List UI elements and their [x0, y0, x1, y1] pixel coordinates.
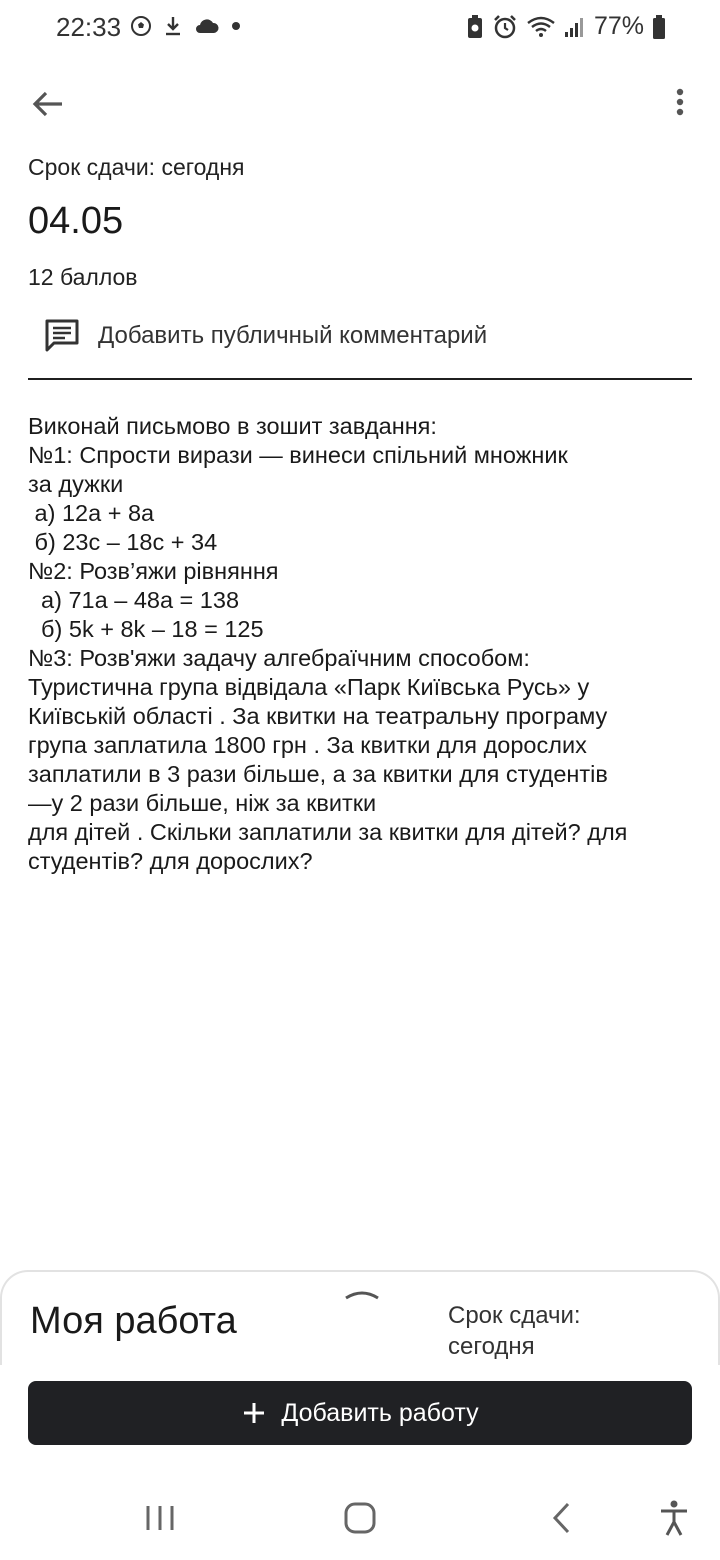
add-work-label: Добавить работу — [281, 1398, 479, 1427]
system-icons — [466, 12, 666, 41]
comment-icon — [44, 318, 80, 354]
instruction-line: б) 23с – 18с + 34 — [28, 529, 218, 555]
recent-apps-icon — [144, 1498, 176, 1538]
instruction-line: №1: Спрости вирази — винеси спільний множник — [28, 442, 568, 468]
notification-icons — [130, 14, 242, 38]
add-work-button[interactable] — [28, 1381, 692, 1445]
home-icon — [342, 1498, 378, 1538]
instruction-line: Туристична група відвідала «Парк Київська Русь» у — [28, 674, 590, 700]
chevron-up-icon — [342, 1284, 382, 1304]
download-icon — [162, 14, 184, 38]
my-work-due-line: Срок сдачи: — [448, 1302, 581, 1329]
home-button[interactable] — [342, 1498, 378, 1543]
my-work-title: Моя работа — [30, 1300, 237, 1342]
accessibility-icon — [656, 1498, 692, 1538]
instruction-line: Виконай письмово в зошит завдання: — [28, 413, 437, 439]
battery-saver-icon — [466, 14, 484, 40]
battery-icon — [652, 14, 666, 40]
accessibility-button[interactable] — [656, 1498, 692, 1543]
instruction-line: №3: Розв'яжи задачу алгебраїчним способом: — [28, 645, 530, 671]
system-nav-bar — [0, 1480, 720, 1560]
back-button[interactable] — [28, 84, 68, 124]
divider — [28, 378, 692, 380]
instruction-line: а) 12а + 8а — [28, 500, 155, 526]
instruction-line: б) 5k + 8k – 18 = 125 — [28, 616, 264, 642]
instruction-line: студентів? для дорослих? — [28, 848, 313, 874]
plus-icon — [241, 1400, 267, 1426]
points-label: 12 баллов — [28, 264, 138, 290]
more-vert-icon — [662, 84, 698, 124]
signal-icon — [564, 16, 586, 38]
instruction-line: для дітей . Скільки заплатили за квитки для дітей? для — [28, 819, 628, 845]
alarm-icon — [492, 14, 518, 40]
expand-sheet-handle[interactable] — [342, 1284, 382, 1304]
instruction-line: №2: Розв’яжи рівняння — [28, 558, 279, 584]
instruction-line: Київській області . За квитки на театральну програму — [28, 703, 608, 729]
assignment-instructions — [28, 412, 700, 876]
more-options-button[interactable] — [662, 84, 698, 124]
battery-percent: 77% — [593, 12, 644, 40]
assignment-title: 04.05 — [28, 200, 124, 242]
instruction-line: за дужки — [28, 471, 124, 497]
instruction-line: а) 71а – 48а = 138 — [28, 587, 240, 613]
add-comment-label: Добавить публичный комментарий — [98, 322, 488, 349]
instruction-line: заплатили в 3 рази більше, а за квитки для студентів — [28, 761, 608, 787]
due-date-label: Срок сдачи: сегодня — [28, 154, 245, 180]
cloud-icon — [194, 16, 220, 36]
my-work-sheet[interactable] — [0, 1270, 720, 1365]
my-work-due-line: сегодня — [448, 1333, 535, 1360]
instruction-line: група заплатила 1800 грн . За квитки для дорослих — [28, 732, 587, 758]
my-work-due — [448, 1300, 628, 1362]
arrow-back-icon — [28, 84, 68, 124]
add-comment-button[interactable] — [44, 318, 487, 354]
nav-back-icon — [548, 1498, 576, 1538]
dot-icon — [230, 20, 242, 32]
soccer-icon — [130, 15, 152, 37]
recent-apps-button[interactable] — [144, 1498, 176, 1543]
status-time: 22:33 — [56, 12, 122, 42]
instruction-line: —у 2 рази більше, ніж за квитки — [28, 790, 377, 816]
app-bar — [0, 70, 720, 134]
nav-back-button[interactable] — [548, 1498, 576, 1543]
wifi-icon — [526, 15, 556, 39]
status-bar — [0, 0, 720, 56]
